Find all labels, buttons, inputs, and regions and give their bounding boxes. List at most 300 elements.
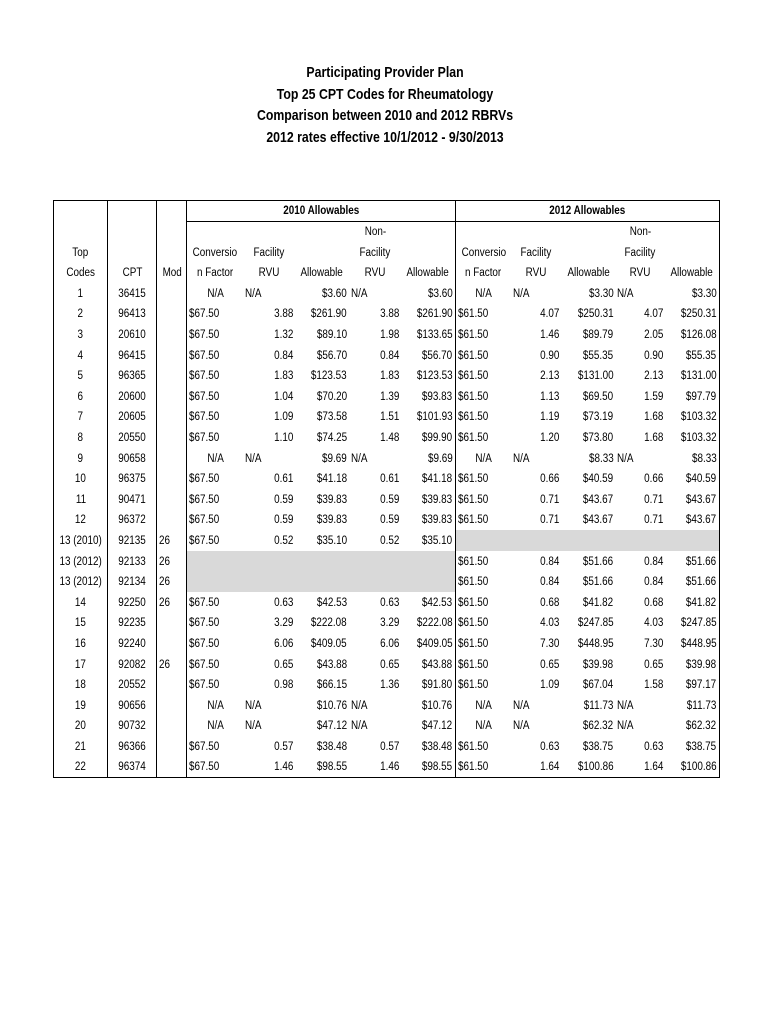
nonfacility-rvu-2012-cell: 1.58 bbox=[644, 679, 664, 692]
conversion-2010-cell: $67.50 bbox=[189, 370, 220, 383]
nonfacility-rvu-2010-cell: 1.51 bbox=[379, 411, 400, 424]
facility-rvu-2012-cell: 1.64 bbox=[511, 757, 561, 778]
facility-allowable-2010-cell: $89.10 bbox=[316, 329, 348, 342]
nonfacility-allowable-2010-cell: $39.83 bbox=[401, 489, 455, 510]
top-code-cell: 9 bbox=[54, 448, 108, 469]
nonfacility-allowable-2010-cell: $98.55 bbox=[401, 757, 455, 778]
top-code-cell: 14 bbox=[54, 592, 108, 613]
facility-rvu-2010-cell: 1.09 bbox=[273, 411, 294, 424]
cpt-code-cell: 96375 bbox=[108, 469, 157, 490]
nonfacility-rvu-2012-cell: N/A bbox=[617, 287, 634, 300]
facility-rvu-2012-cell: 0.71 bbox=[540, 514, 560, 527]
facility-rvu-2012-cell: 0.90 bbox=[540, 349, 560, 362]
table-row bbox=[54, 510, 720, 531]
nonfacility-rvu-2010-cell: 0.52 bbox=[379, 535, 400, 547]
nonfacility-rvu-2012-cell: N/A bbox=[617, 720, 634, 733]
nonfacility-rvu-2012-cell: 0.63 bbox=[644, 740, 664, 753]
modifier-cell: 26 bbox=[157, 592, 187, 613]
nonfacility-rvu-2012-cell: 0.66 bbox=[644, 473, 664, 486]
conversion-2012-cell: $61.50 bbox=[457, 740, 488, 753]
facility-allowable-2010-cell: $35.10 bbox=[316, 535, 348, 547]
nonfacility-allowable-2012-cell: $97.79 bbox=[665, 386, 719, 407]
conversion-2010-cell: N/A bbox=[206, 699, 224, 712]
nonfacility-rvu-2012-cell: 4.07 bbox=[644, 308, 664, 321]
modifier-cell bbox=[157, 489, 187, 510]
facility-rvu-2010-cell: 1.46 bbox=[243, 757, 295, 778]
conversion-2012-cell: $61.50 bbox=[457, 658, 488, 671]
facility-rvu-2010-cell: 0.84 bbox=[273, 349, 294, 362]
modifier-cell bbox=[157, 469, 187, 490]
nonfacility-allowable-2012-cell: $131.00 bbox=[665, 366, 719, 387]
header-cell bbox=[54, 222, 108, 243]
facility-allowable-2010-cell bbox=[295, 572, 349, 593]
nonfacility-rvu-2012-cell: 1.68 bbox=[644, 432, 664, 445]
cpt-code-cell: 90471 bbox=[108, 489, 157, 510]
header-cell bbox=[157, 222, 187, 243]
cpt-code-cell: 92135 bbox=[108, 530, 157, 551]
facility-allowable-2012-cell: $100.86 bbox=[561, 757, 615, 778]
title-line-4: 2012 rates effective 10/1/2012 - 9/30/2013 bbox=[266, 128, 504, 146]
cpt-code-cell: 90656 bbox=[108, 695, 157, 716]
table-row bbox=[54, 654, 720, 675]
facility-rvu-2012-cell: 1.20 bbox=[540, 432, 560, 445]
facility-rvu-2012-cell: 1.46 bbox=[540, 329, 560, 342]
facility-allowable-2012-cell: $250.31 bbox=[577, 308, 614, 321]
nonfacility-allowable-2012-cell: $11.73 bbox=[665, 695, 719, 716]
conversion-2010-cell: N/A bbox=[206, 720, 224, 733]
top-code-cell: 20 bbox=[54, 716, 108, 737]
table-row bbox=[54, 736, 720, 757]
facility-allowable-2010-cell: $409.05 bbox=[311, 637, 348, 650]
nonfacility-rvu-2010-cell: 0.63 bbox=[379, 596, 400, 609]
nonfacility-rvu-2010-cell: N/A bbox=[351, 699, 368, 712]
facility-allowable-2012-cell: $11.73 bbox=[583, 699, 614, 712]
title-line-1: Participating Provider Plan bbox=[306, 64, 464, 81]
facility-allowable-2010-cell: $10.76 bbox=[316, 699, 348, 712]
header-cell bbox=[455, 222, 511, 243]
modifier-cell bbox=[157, 716, 187, 737]
facility-rvu-2012-cell: 0.84 bbox=[540, 555, 560, 568]
nonfacility-allowable-2012-cell: $51.66 bbox=[665, 572, 719, 593]
conversion-2012-cell: $61.50 bbox=[457, 390, 488, 403]
header-nonfacility-2010: Facility bbox=[359, 246, 391, 259]
nonfacility-rvu-2012-cell: 2.13 bbox=[644, 370, 664, 383]
facility-allowable-2012-cell: $131.00 bbox=[577, 370, 614, 383]
nonfacility-allowable-2010-cell bbox=[401, 551, 455, 572]
header-conversion-2010: Conversio bbox=[192, 246, 238, 259]
facility-allowable-2010-cell: $41.18 bbox=[316, 473, 348, 486]
facility-rvu-2010-cell: 0.52 bbox=[273, 535, 294, 547]
nonfacility-allowable-2012-cell: $40.59 bbox=[665, 469, 719, 490]
table-row bbox=[54, 324, 720, 345]
nonfacility-allowable-2012-cell: $103.32 bbox=[665, 407, 719, 428]
conversion-2010-cell: N/A bbox=[206, 452, 224, 465]
modifier-cell bbox=[157, 345, 187, 366]
table-row bbox=[54, 675, 720, 696]
facility-rvu-2012-cell: 0.84 bbox=[540, 576, 560, 589]
facility-allowable-2010-cell: $39.83 bbox=[316, 514, 348, 527]
table-row bbox=[54, 386, 720, 407]
facility-rvu-2010-cell: 1.32 bbox=[273, 329, 294, 342]
conversion-2012-cell: $61.50 bbox=[457, 555, 488, 568]
conversion-2010-cell: $67.50 bbox=[189, 535, 220, 547]
nonfacility-rvu-2010-cell: 3.29 bbox=[379, 617, 400, 630]
nonfacility-allowable-2012-cell: $3.30 bbox=[665, 283, 719, 304]
nonfacility-allowable-2010-cell: $99.90 bbox=[401, 427, 455, 448]
modifier-cell: 26 bbox=[157, 551, 187, 572]
nonfacility-allowable-2012-cell: $43.67 bbox=[665, 489, 719, 510]
top-code-cell: 13 (2010) bbox=[54, 530, 108, 551]
header-cell bbox=[511, 222, 561, 243]
nonfacility-rvu-2010-cell: 1.48 bbox=[379, 432, 400, 445]
nonfacility-allowable-2012-cell bbox=[665, 530, 719, 551]
nonfacility-rvu-2012-cell: 0.84 bbox=[644, 555, 664, 568]
nonfacility-rvu-2012-cell: 1.68 bbox=[644, 411, 664, 424]
modifier-cell bbox=[157, 386, 187, 407]
nonfacility-rvu-2012-cell: 1.64 bbox=[615, 757, 665, 778]
table-row bbox=[54, 283, 720, 304]
nonfacility-rvu-2012-cell: 0.71 bbox=[644, 514, 664, 527]
cpt-code-cell: 20605 bbox=[108, 407, 157, 428]
table-row bbox=[54, 572, 720, 593]
facility-rvu-2012-cell: 2.13 bbox=[540, 370, 560, 383]
facility-rvu-2010-cell: N/A bbox=[245, 720, 262, 733]
header-cell bbox=[561, 222, 615, 243]
header-cell bbox=[665, 222, 719, 243]
rates-table bbox=[53, 200, 720, 778]
header-nonfacility-2012: RVU bbox=[629, 267, 651, 280]
modifier-cell bbox=[157, 283, 187, 304]
facility-rvu-2012-cell: 0.63 bbox=[540, 740, 560, 753]
conversion-2012-cell: $61.50 bbox=[457, 576, 488, 589]
nonfacility-rvu-2010-cell: 1.39 bbox=[379, 390, 400, 403]
top-code-cell: 4 bbox=[54, 345, 108, 366]
facility-rvu-2012-cell: N/A bbox=[513, 452, 530, 465]
cpt-code-cell: 96374 bbox=[108, 757, 157, 778]
nonfacility-allowable-2012-cell: $97.17 bbox=[665, 675, 719, 696]
conversion-2010-cell: $67.50 bbox=[189, 390, 220, 403]
top-code-cell: 12 bbox=[54, 510, 108, 531]
conversion-2012-cell bbox=[455, 530, 511, 551]
facility-allowable-2010-cell: $39.83 bbox=[316, 493, 348, 506]
facility-allowable-2012-cell: $448.95 bbox=[577, 637, 614, 650]
facility-allowable-2012-cell: $67.04 bbox=[583, 679, 614, 692]
table-row bbox=[54, 407, 720, 428]
header-cell bbox=[108, 222, 157, 243]
header-conversion-2012: Conversio bbox=[461, 246, 506, 259]
conversion-2012-cell: $61.50 bbox=[457, 308, 488, 321]
conversion-2012-cell: $61.50 bbox=[457, 514, 488, 527]
conversion-2010-cell: $67.50 bbox=[189, 617, 220, 630]
header-cell bbox=[665, 242, 719, 263]
table-row bbox=[54, 530, 720, 551]
header-cell bbox=[401, 222, 455, 243]
facility-rvu-2012-cell: 0.68 bbox=[540, 596, 560, 609]
facility-rvu-2012-cell: 1.09 bbox=[540, 679, 560, 692]
conversion-2012-cell: $61.50 bbox=[455, 757, 511, 778]
nonfacility-allowable-2010-cell bbox=[401, 572, 455, 593]
nonfacility-allowable-2012-cell: $250.31 bbox=[665, 304, 719, 325]
nonfacility-allowable-2012-cell: $100.86 bbox=[665, 757, 719, 778]
nonfacility-allowable-2012-cell: $126.08 bbox=[665, 324, 719, 345]
conversion-2010-cell bbox=[187, 551, 243, 572]
cpt-code-cell: 90658 bbox=[108, 448, 157, 469]
cpt-code-cell: 36415 bbox=[108, 283, 157, 304]
table-row bbox=[54, 427, 720, 448]
header-nf-allowable-2012: Allowable bbox=[665, 263, 719, 284]
nonfacility-allowable-2010-cell: $133.65 bbox=[401, 324, 455, 345]
conversion-2012-cell: $61.50 bbox=[457, 432, 488, 445]
table-row bbox=[54, 613, 720, 634]
top-code-cell: 7 bbox=[54, 407, 108, 428]
facility-rvu-2012-cell: 4.03 bbox=[540, 617, 560, 630]
facility-allowable-2010-cell: $43.88 bbox=[316, 658, 348, 671]
nonfacility-rvu-2012-cell: 4.03 bbox=[644, 617, 664, 630]
facility-allowable-2012-cell: $39.98 bbox=[583, 658, 614, 671]
facility-rvu-2012-cell: 1.19 bbox=[540, 411, 560, 424]
cpt-code-cell: 20550 bbox=[108, 427, 157, 448]
table-row bbox=[54, 592, 720, 613]
facility-rvu-2012-cell: 1.13 bbox=[540, 390, 560, 403]
nonfacility-rvu-2012-cell: 0.84 bbox=[644, 576, 664, 589]
facility-allowable-2010-cell: $73.58 bbox=[316, 411, 348, 424]
facility-allowable-2010-cell: $56.70 bbox=[316, 349, 348, 362]
facility-rvu-2010-cell: 0.59 bbox=[273, 514, 294, 527]
facility-allowable-2012-cell: $8.33 bbox=[588, 452, 614, 465]
conversion-2010-cell: $67.50 bbox=[187, 757, 243, 778]
cpt-code-cell: 20552 bbox=[108, 675, 157, 696]
nonfacility-rvu-2010-cell: 1.36 bbox=[379, 679, 400, 692]
facility-rvu-2010-cell: 1.83 bbox=[273, 370, 294, 383]
nonfacility-rvu-2010-cell bbox=[349, 572, 401, 593]
cpt-code-cell: 96372 bbox=[108, 510, 157, 531]
facility-allowable-2010-cell: $66.15 bbox=[316, 679, 348, 692]
facility-rvu-2010-cell: 0.65 bbox=[273, 658, 294, 671]
cpt-code-cell: 96366 bbox=[108, 736, 157, 757]
facility-allowable-2012-cell: $62.32 bbox=[583, 720, 614, 733]
modifier-cell bbox=[157, 675, 187, 696]
cpt-code-cell: 92133 bbox=[108, 551, 157, 572]
nonfacility-allowable-2012-cell: $247.85 bbox=[665, 613, 719, 634]
header-allowable-2010: Allowable bbox=[300, 267, 344, 280]
header-cell bbox=[561, 242, 615, 263]
facility-rvu-2012-cell: 4.07 bbox=[540, 308, 560, 321]
nonfacility-allowable-2010-cell: $47.12 bbox=[401, 716, 455, 737]
cpt-code-cell: 96413 bbox=[108, 304, 157, 325]
facility-allowable-2010-cell: $261.90 bbox=[311, 308, 348, 321]
facility-allowable-2012-cell: $89.79 bbox=[583, 329, 614, 342]
nonfacility-allowable-2010-cell: $93.83 bbox=[401, 386, 455, 407]
conversion-2010-cell: $67.50 bbox=[189, 411, 220, 424]
conversion-2010-cell: $67.50 bbox=[189, 596, 220, 609]
conversion-2012-cell: N/A bbox=[475, 287, 492, 300]
header-top: Top bbox=[54, 242, 108, 263]
header-nonfacility-2012: Non- bbox=[629, 226, 652, 239]
facility-rvu-2010-cell: N/A bbox=[245, 452, 262, 465]
modifier-cell bbox=[157, 633, 187, 654]
header-facility-2012: Facility bbox=[520, 246, 552, 259]
nonfacility-allowable-2010-cell: $43.88 bbox=[401, 654, 455, 675]
modifier-cell bbox=[157, 407, 187, 428]
top-code-cell: 13 (2012) bbox=[54, 572, 108, 593]
nonfacility-rvu-2012-cell: 7.30 bbox=[644, 637, 664, 650]
header-cell bbox=[108, 242, 157, 263]
nonfacility-rvu-2012-cell: 1.59 bbox=[644, 390, 664, 403]
nonfacility-rvu-2012-cell: N/A bbox=[617, 699, 634, 712]
header-allowable-2012: Allowable bbox=[567, 267, 610, 280]
table-row bbox=[54, 469, 720, 490]
cpt-code-cell: 92082 bbox=[108, 654, 157, 675]
conversion-2012-cell: $61.50 bbox=[457, 329, 488, 342]
nonfacility-rvu-2010-cell: 0.61 bbox=[379, 473, 400, 486]
conversion-2012-cell: $61.50 bbox=[457, 370, 488, 383]
nonfacility-rvu-2012-cell: 0.68 bbox=[644, 596, 664, 609]
conversion-2010-cell: $67.50 bbox=[189, 493, 220, 506]
nonfacility-allowable-2010-cell: $3.60 bbox=[401, 283, 455, 304]
nonfacility-rvu-2010-cell: N/A bbox=[351, 287, 368, 300]
top-code-cell: 6 bbox=[54, 386, 108, 407]
facility-rvu-2010-cell bbox=[243, 551, 295, 572]
facility-rvu-2010-cell: 1.04 bbox=[273, 390, 294, 403]
cpt-code-cell: 92250 bbox=[108, 592, 157, 613]
facility-allowable-2012-cell bbox=[561, 530, 615, 551]
facility-allowable-2012-cell: $51.66 bbox=[583, 576, 614, 589]
nonfacility-allowable-2010-cell: $56.70 bbox=[401, 345, 455, 366]
header-facility-2012: RVU bbox=[525, 267, 547, 280]
nonfacility-rvu-2010-cell: N/A bbox=[351, 720, 368, 733]
facility-rvu-2010-cell: N/A bbox=[245, 287, 262, 300]
table-row bbox=[54, 716, 720, 737]
modifier-cell: 26 bbox=[157, 654, 187, 675]
conversion-2010-cell: $67.50 bbox=[189, 658, 220, 671]
document-title bbox=[0, 62, 770, 148]
nonfacility-allowable-2012-cell: $448.95 bbox=[665, 633, 719, 654]
header-cell bbox=[157, 201, 187, 222]
header-cell bbox=[295, 222, 349, 243]
header-nf-allowable-2010: Allowable bbox=[401, 263, 455, 284]
modifier-cell: 26 bbox=[157, 572, 187, 593]
facility-rvu-2010-cell: 0.59 bbox=[273, 493, 294, 506]
conversion-2010-cell: N/A bbox=[206, 287, 224, 300]
table-row bbox=[54, 633, 720, 654]
facility-rvu-2010-cell: 0.63 bbox=[273, 596, 294, 609]
header-facility-2010: RVU bbox=[258, 267, 280, 280]
modifier-cell bbox=[157, 427, 187, 448]
header-conversion-2012: n Factor bbox=[465, 267, 502, 280]
header-nonfacility-2012: Facility bbox=[624, 246, 656, 259]
table-row bbox=[54, 551, 720, 572]
header-nonfacility-2010: Non- bbox=[364, 226, 386, 239]
top-code-cell: 18 bbox=[54, 675, 108, 696]
cpt-code-cell: 96365 bbox=[108, 366, 157, 387]
nonfacility-allowable-2010-cell: $409.05 bbox=[401, 633, 455, 654]
header-row-3 bbox=[54, 242, 720, 263]
top-code-cell: 11 bbox=[54, 489, 108, 510]
facility-rvu-2012-cell: 0.71 bbox=[540, 493, 560, 506]
cpt-code-cell: 92240 bbox=[108, 633, 157, 654]
facility-allowable-2010-cell: $38.48 bbox=[316, 740, 348, 753]
nonfacility-rvu-2010-cell: 0.65 bbox=[379, 658, 400, 671]
top-code-cell: 3 bbox=[54, 324, 108, 345]
top-code-cell: 17 bbox=[54, 654, 108, 675]
nonfacility-rvu-2012-cell bbox=[615, 530, 665, 551]
conversion-2012-cell: $61.50 bbox=[457, 637, 488, 650]
cpt-code-cell: 20610 bbox=[108, 324, 157, 345]
conversion-2012-cell: N/A bbox=[475, 699, 492, 712]
top-code-cell: 19 bbox=[54, 695, 108, 716]
nonfacility-allowable-2012-cell: $8.33 bbox=[665, 448, 719, 469]
conversion-2010-cell: $67.50 bbox=[189, 679, 220, 692]
nonfacility-allowable-2010-cell: $42.53 bbox=[401, 592, 455, 613]
header-codes: Codes bbox=[54, 263, 108, 284]
cpt-code-cell: 90732 bbox=[108, 716, 157, 737]
nonfacility-allowable-2012-cell: $43.67 bbox=[665, 510, 719, 531]
nonfacility-rvu-2010-cell: 1.83 bbox=[379, 370, 400, 383]
nonfacility-rvu-2012-cell: N/A bbox=[617, 452, 634, 465]
conversion-2012-cell: $61.50 bbox=[457, 679, 488, 692]
nonfacility-allowable-2012-cell: $51.66 bbox=[665, 551, 719, 572]
modifier-cell bbox=[157, 736, 187, 757]
header-row-4 bbox=[54, 263, 720, 284]
facility-allowable-2012-cell: $73.19 bbox=[583, 411, 614, 424]
nonfacility-rvu-2012-cell: 0.65 bbox=[644, 658, 664, 671]
facility-rvu-2010-cell: 3.29 bbox=[273, 617, 294, 630]
conversion-2010-cell: $67.50 bbox=[189, 349, 220, 362]
facility-rvu-2012-cell: 0.65 bbox=[540, 658, 560, 671]
modifier-cell bbox=[157, 448, 187, 469]
nonfacility-rvu-2010-cell: N/A bbox=[351, 452, 368, 465]
nonfacility-allowable-2010-cell: $10.76 bbox=[401, 695, 455, 716]
facility-allowable-2012-cell: $51.66 bbox=[583, 555, 614, 568]
facility-rvu-2010-cell bbox=[243, 572, 295, 593]
nonfacility-allowable-2012-cell: $38.75 bbox=[665, 736, 719, 757]
facility-allowable-2012-cell: $43.67 bbox=[583, 514, 614, 527]
header-cell bbox=[187, 222, 243, 243]
modifier-cell bbox=[157, 757, 187, 778]
facility-rvu-2010-cell: 6.06 bbox=[273, 637, 294, 650]
cpt-code-cell: 20600 bbox=[108, 386, 157, 407]
table-row bbox=[54, 345, 720, 366]
conversion-2012-cell: N/A bbox=[475, 452, 492, 465]
conversion-2010-cell bbox=[187, 572, 243, 593]
facility-rvu-2012-cell: 0.66 bbox=[540, 473, 560, 486]
conversion-2010-cell: $67.50 bbox=[189, 514, 220, 527]
nonfacility-rvu-2010-cell bbox=[349, 551, 401, 572]
facility-rvu-2012-cell: N/A bbox=[513, 287, 530, 300]
nonfacility-allowable-2010-cell: $9.69 bbox=[401, 448, 455, 469]
top-code-cell: 1 bbox=[54, 283, 108, 304]
nonfacility-allowable-2010-cell: $123.53 bbox=[401, 366, 455, 387]
facility-allowable-2010-cell: $222.08 bbox=[311, 617, 348, 630]
facility-rvu-2012-cell: N/A bbox=[513, 699, 530, 712]
nonfacility-rvu-2010-cell: 1.46 bbox=[349, 757, 401, 778]
header-nonfacility-2010: RVU bbox=[364, 267, 386, 280]
conversion-2010-cell: $67.50 bbox=[189, 308, 220, 321]
table-row bbox=[54, 448, 720, 469]
modifier-cell bbox=[157, 695, 187, 716]
conversion-2010-cell: $67.50 bbox=[189, 637, 220, 650]
conversion-2010-cell: $67.50 bbox=[189, 432, 220, 445]
group-header-2012: 2012 Allowables bbox=[455, 201, 719, 222]
table-row bbox=[54, 366, 720, 387]
nonfacility-allowable-2010-cell: $39.83 bbox=[401, 510, 455, 531]
table-row bbox=[54, 695, 720, 716]
nonfacility-rvu-2010-cell: 3.88 bbox=[379, 308, 400, 321]
header-cell bbox=[54, 201, 108, 222]
header-row-1 bbox=[54, 201, 720, 222]
conversion-2012-cell: $61.50 bbox=[457, 617, 488, 630]
top-code-cell: 15 bbox=[54, 613, 108, 634]
